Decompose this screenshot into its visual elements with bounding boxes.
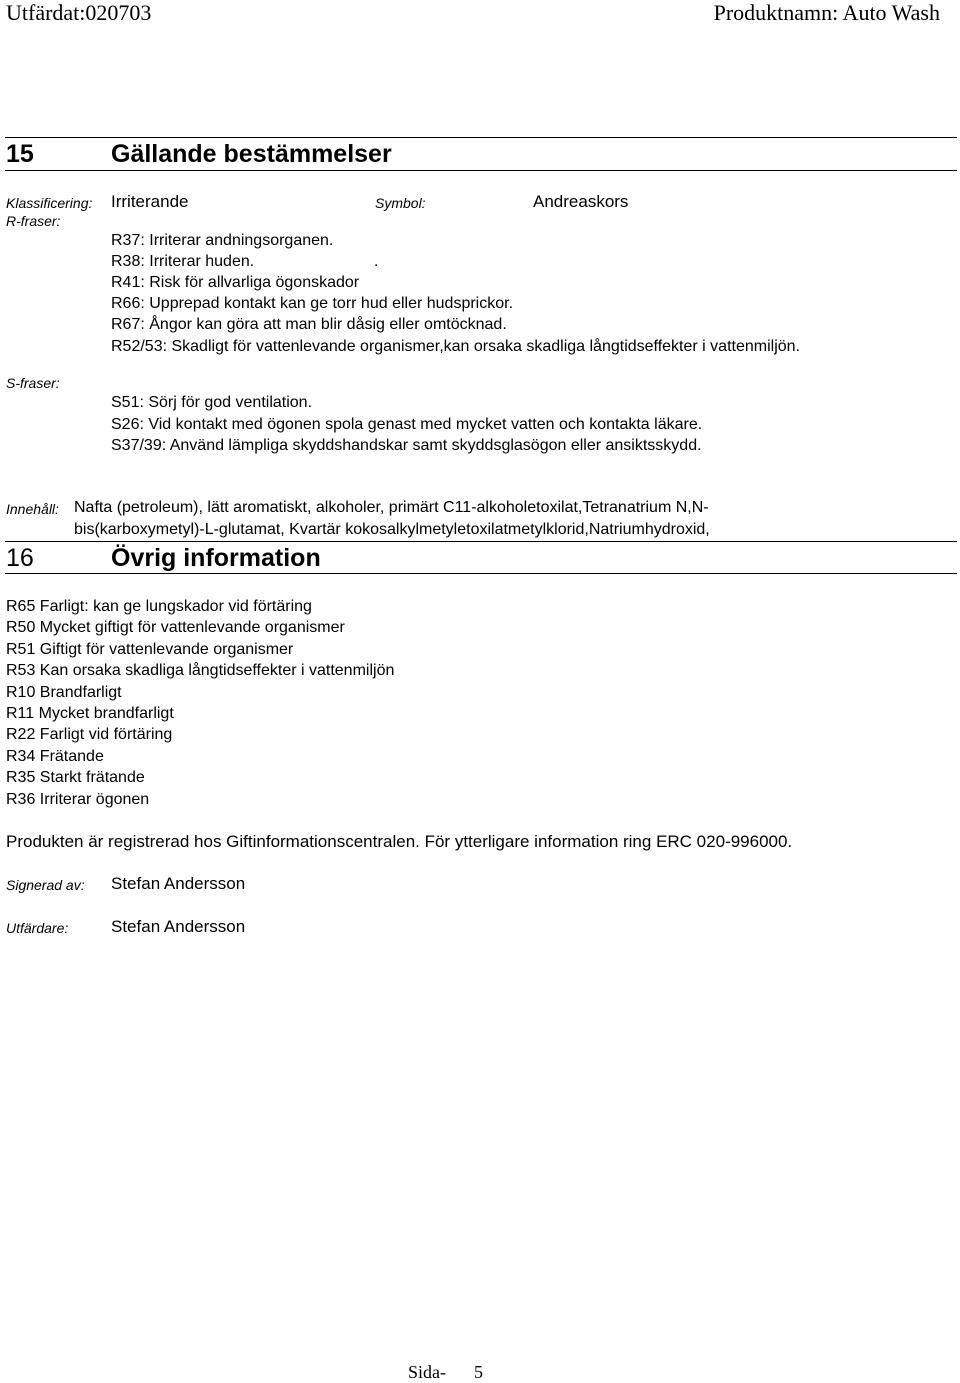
section-15-number: 15: [6, 140, 34, 168]
s-phrase-s26: S26: Vid kontakt med ögonen spola genast med mycket vatten och kontakta läkare.: [111, 416, 703, 433]
section-15-top-rule: [5, 137, 957, 138]
product-name: Produktnamn: Auto Wash: [713, 0, 940, 25]
section-16-title: Övrig information: [111, 544, 321, 572]
r-phrase-r38: R38: Irriterar huden.: [111, 253, 255, 270]
list-item: R36 Irriterar ögonen: [6, 790, 150, 808]
list-item: R11 Mycket brandfarligt: [6, 705, 174, 723]
r-phrase-r52-53: R52/53: Skadligt för vattenlevande organismer,kan orsaka skadliga långtidseffekter i vattenmiljön.: [111, 338, 800, 355]
registration-note: Produkten är registrerad hos Giftinformationscentralen. För ytterligare information ring ERC 020-996000.: [6, 832, 793, 851]
classification-label: Klassificering:: [6, 195, 93, 211]
list-item: R35 Starkt frätande: [6, 769, 145, 787]
section-15-title: Gällande bestämmelser: [111, 140, 392, 168]
contents-label: Innehåll:: [6, 501, 59, 517]
list-item: R34 Frätande: [6, 747, 104, 765]
list-item: R50 Mycket giftigt för vattenlevande organismer: [6, 619, 345, 637]
r-phrase-r66: R66: Upprepad kontakt kan ge torr hud eller hudsprickor.: [111, 295, 514, 312]
r-phrase-r37: R37: Irriterar andningsorganen.: [111, 232, 334, 249]
page-number: 5: [474, 1362, 483, 1382]
r-phrase-r67: R67: Ångor kan göra att man blir dåsig eller omtöcknad.: [111, 316, 507, 333]
section-16-title-rule: [5, 573, 957, 574]
page-label: Sida-: [408, 1362, 446, 1382]
issued-date: Utfärdat:020703: [6, 0, 152, 25]
section-16-top-rule: [5, 541, 957, 542]
r-phrase-r41: R41: Risk för allvarliga ögonskador: [111, 274, 360, 291]
list-item: R65 Farligt: kan ge lungskador vid förtäring: [6, 598, 312, 615]
s-phrases-label: S-fraser:: [6, 375, 60, 391]
classification-value: Irriterande: [111, 192, 189, 211]
section-15-title-rule: [5, 170, 957, 171]
s-phrase-s51: S51: Sörj för god ventilation.: [111, 394, 313, 411]
issuer-label: Utfärdare:: [6, 920, 69, 936]
symbol-label: Symbol:: [375, 195, 426, 211]
contents-line-1: Nafta (petroleum), lätt aromatiskt, alkoholer, primärt C11-alkoholetoxilat,Tetranatrium N,N-: [74, 499, 709, 516]
r-phrases-label: R-fraser:: [6, 213, 61, 229]
list-item: R10 Brandfarligt: [6, 683, 122, 701]
symbol-value: Andreaskors: [533, 192, 629, 211]
r38-stray-dot: .: [374, 253, 379, 270]
section-16-number: 16: [6, 544, 34, 572]
issuer-value: Stefan Andersson: [111, 917, 246, 936]
contents-line-2: bis(karboxymetyl)-L-glutamat, Kvartär kokosalkylmetyletoxilatmetylklorid,Natriumhydroxid,: [74, 521, 710, 538]
signed-by-value: Stefan Andersson: [111, 874, 246, 893]
section-16-phrase-list: [6, 596, 394, 810]
s-phrase-s37-39: S37/39: Använd lämpliga skyddshandskar samt skyddsglasögon eller ansiktsskydd.: [111, 437, 702, 454]
signed-by-label: Signerad av:: [6, 877, 85, 893]
list-item: R53 Kan orsaka skadliga långtidseffekter i vattenmiljön: [6, 662, 395, 680]
list-item: R22 Farligt vid förtäring: [6, 726, 173, 744]
list-item: R51 Giftigt för vattenlevande organismer: [6, 640, 294, 658]
